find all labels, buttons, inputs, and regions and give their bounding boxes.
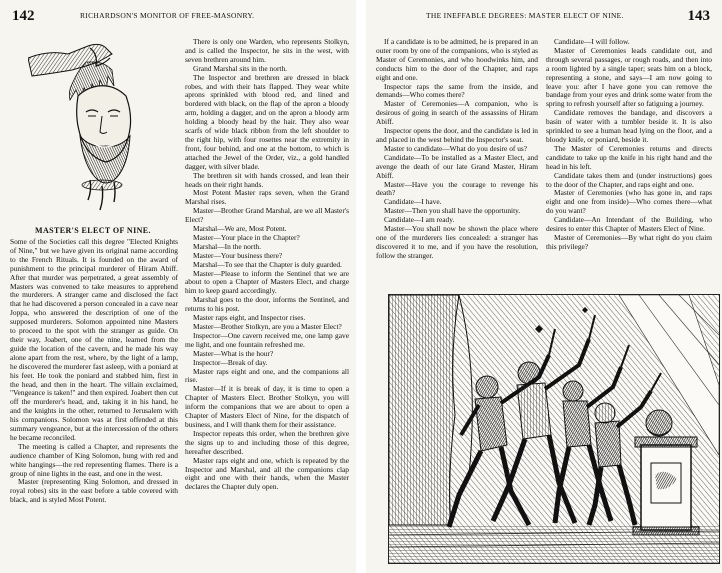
paragraph: Master—Then you shall have the opportunity. [384, 206, 521, 216]
paragraph: Master—Your place in the Chapter? [193, 232, 300, 242]
paragraph: The Master of Ceremonies returns and directs candidate to take up the knife in his right hand and the head in his left. [546, 143, 712, 171]
paragraph: Master raps eight, and Inspector rises. [193, 313, 306, 323]
left-column-1 [10, 238, 178, 566]
right-page-number: 143 [687, 8, 710, 24]
paragraph: Master—Please to inform the Sentinel that we are about to open a Chapter of Masters Elect, and charge him to keep guard accordingly. [185, 268, 349, 296]
right-page [366, 0, 722, 573]
paragraph: The Inspector and brethren are dressed in black robes, and with their hats flapped. They wear white aprons sprinkled with blood red, and lined and bordered with black, on the flap of the apron a bloody arm, holding a dagger, and on the apron a bloody arm holding a bloody head by the hair. They also wear scarfs of wide black ribbon from the left shoulder to the right hip, with four rosettes near the extremity in front, four behind, and one at the bottom, to which is attached the Jewel of the Order, viz., a gold handled dagger, with silver blade. [185, 72, 349, 171]
paragraph: Inspector opens the door, and the candidate is led in and placed in the west behind the Inspector's seat. [376, 126, 538, 144]
severed-head-figure [28, 40, 168, 220]
paragraph: Marshal—We are, Most Potent. [193, 224, 287, 234]
right-page-header [376, 8, 712, 24]
paragraph: Master raps eight and one, and the companions all rise. [185, 366, 349, 385]
paragraph: Candidate removes the bandage, and discovers a basin of water with a tumbler beside it. It is also sprinkled to see a human head lying on the floor, and a bloody knife, or poniard, beside it. [546, 108, 712, 144]
paragraph: Master of Ceremonies leads candidate out, and through several passages, or rough roads, and then into a room lighted by a single taper; seats him on a block, representing a stone, and says—I am now going to leave you: after I have gone you can remove the bandage from your eyes and drink some water from the spring to refresh yourself after so fatiguing a journey. [546, 45, 712, 109]
left-page [0, 0, 356, 573]
paragraph: The brethren sit with hands crossed, and lean their heads on their right hands. [185, 170, 349, 189]
paragraph: There is only one Warden, who represents Stolkyn, and is called the Inspector, he sits in the west, with seven brethren around him. [185, 38, 349, 64]
paragraph: Candidate—I am ready. [384, 215, 455, 225]
paragraph: Marshal goes to the door, informs the Sentinel, and returns to his post. [185, 295, 349, 314]
paragraph: If a candidate is to be admitted, he is prepared in an outer room by one of the companions, who is styled as Master of Ceremonies, and who hoodwinks him, and conducts him to the door of the Chapter, and raps eight and one. [376, 38, 538, 82]
paragraph: Master—Have you the courage to revenge his death? [376, 179, 538, 198]
severed-head-icon [28, 40, 168, 220]
paragraph: Inspector—Break of day. [193, 357, 268, 367]
paragraph: Inspector—One cavern received me, one lamp gave me light, and one fountain refreshed me. [185, 330, 349, 349]
left-page-number: 142 [12, 8, 35, 24]
attack-scene-icon [389, 295, 719, 563]
left-running-head: RICHARDSON'S MONITOR OF FREE-MASONRY. [80, 11, 255, 20]
paragraph: Master to candidate—What do you desire of us? [384, 143, 528, 153]
paragraph: Grand Marshal sits in the north. [193, 63, 288, 73]
paragraph: Master—You shall now be shown the place where one of the murderers lies concealed: a stranger has discovered it to me, and if you have the resolution, follow the stranger. [376, 224, 538, 260]
paragraph: Master of Ceremonies—By what right do you claim this privilege? [546, 232, 712, 251]
paragraph: Master of Ceremonies—A companion, who is desirous of going in search of the assassins of Hiram Abiff. [376, 99, 538, 127]
paragraph: Master raps eight and one, which is repeated by the Inspector and Marshal, and all the companions clap eight and one with their hands, when the Master declares the Chapter duly open. [185, 455, 349, 492]
left-figure-caption: MASTER'S ELECT OF NINE. [35, 226, 151, 235]
paragraph: Master of Ceremonies (who has gone in, and raps eight and one from inside)—Who comes there—what do you want? [546, 188, 712, 216]
paragraph: Marshal—To see that the Chapter is duly guarded. [193, 259, 342, 269]
right-column-1 [376, 38, 538, 288]
paragraph: Marshal—In the north. [193, 241, 261, 251]
paragraph: Candidate takes them and (under instructions) goes to the door of the Chapter, and raps eight and one. [546, 170, 712, 189]
paragraph: Master—Brother Grand Marshal, are we all Master's Elect? [185, 206, 349, 225]
paragraph: The meeting is called a Chapter, and represents the audience chamber of King Solomon, hung with red and white hangings—the red representing flames. There is a group of nine lights in the east, and one in the west. [10, 441, 178, 478]
paragraph: Master—Your business there? [193, 250, 283, 260]
paragraph: Master—Brother Stolkyn, are you a Master Elect? [193, 322, 342, 331]
paragraph: Master (representing King Solomon, and dressed in royal robes) sits in the east before a table covered with black, and is styled Most Potent. [10, 477, 178, 505]
book-gutter [356, 0, 366, 573]
paragraph: Candidate—I have. [384, 197, 442, 207]
left-column-2 [185, 38, 349, 566]
paragraph: Master—What is the hour? [193, 348, 274, 358]
paragraph: Master—If it is break of day, it is time to open a Chapter of Masters Elect. Brother Stolkyn, you will inform the companions that we are about to open a Chapter of Masters Elect of Nine, for the dispatch of business, and I will thank them for their assistance. [185, 384, 349, 429]
right-column-2 [546, 38, 712, 288]
paragraph: Inspector repeats this order, when the brethren give the signs up to and including those of this degree, hereafter described. [185, 428, 349, 456]
right-running-head: THE INEFFABLE DEGREES: MASTER ELECT OF NINE. [426, 11, 624, 20]
attack-scene-figure [388, 294, 720, 564]
paragraph: Candidate—I will follow. [554, 38, 630, 46]
paragraph: Candidate—To be installed as a Master Elect, and avenge the death of our late Grand Master, Hiram Abiff. [376, 152, 538, 180]
paragraph: Candidate—An Intendant of the Building, who desires to enter this Chapter of Masters Elect of Nine. [546, 215, 712, 234]
paragraph: Some of the Societies call this degree "Elected Knights of Nine," but we have given its original name according to the French Rituals. It is founded on the award of punishment to the principal murderer of Hiram Abiff. After that murder was perpetrated, a great assembly of Masters was convened to take measures to apprehend the murderers. A stranger came and disclosed the fact that he had discovered a person concealed in a cave near Joppa, who answered the description of one of the supposed murderers. Solomon appointed nine Masters to proceed to the spot with the stranger as guide. On their way, Joabert, one of the nine, learned from the guide the location of the cavern, and he made his way alone apart from the rest, where, by the light of a lamp, he discovered the murderer fast asleep, with a poniard at his feet. He took the poniard and stabbed him, first in the head, and then in the heart. The villain exclaimed, "Vengeance is taken!" and then expired. Joabert then cut off the murderer's head, and, taking it in his hand, he and the knights in the other, returned to Jerusalem with his companions. Solomon was at first offended at this summary vengeance, but at the intercession of the others he became reconciled. [10, 238, 178, 442]
paragraph: Inspector raps the same from the inside, and demands—Who comes there? [376, 81, 538, 100]
paragraph: Most Potent Master raps seven, when the Grand Marshal rises. [185, 188, 349, 207]
left-page-header [10, 8, 346, 24]
